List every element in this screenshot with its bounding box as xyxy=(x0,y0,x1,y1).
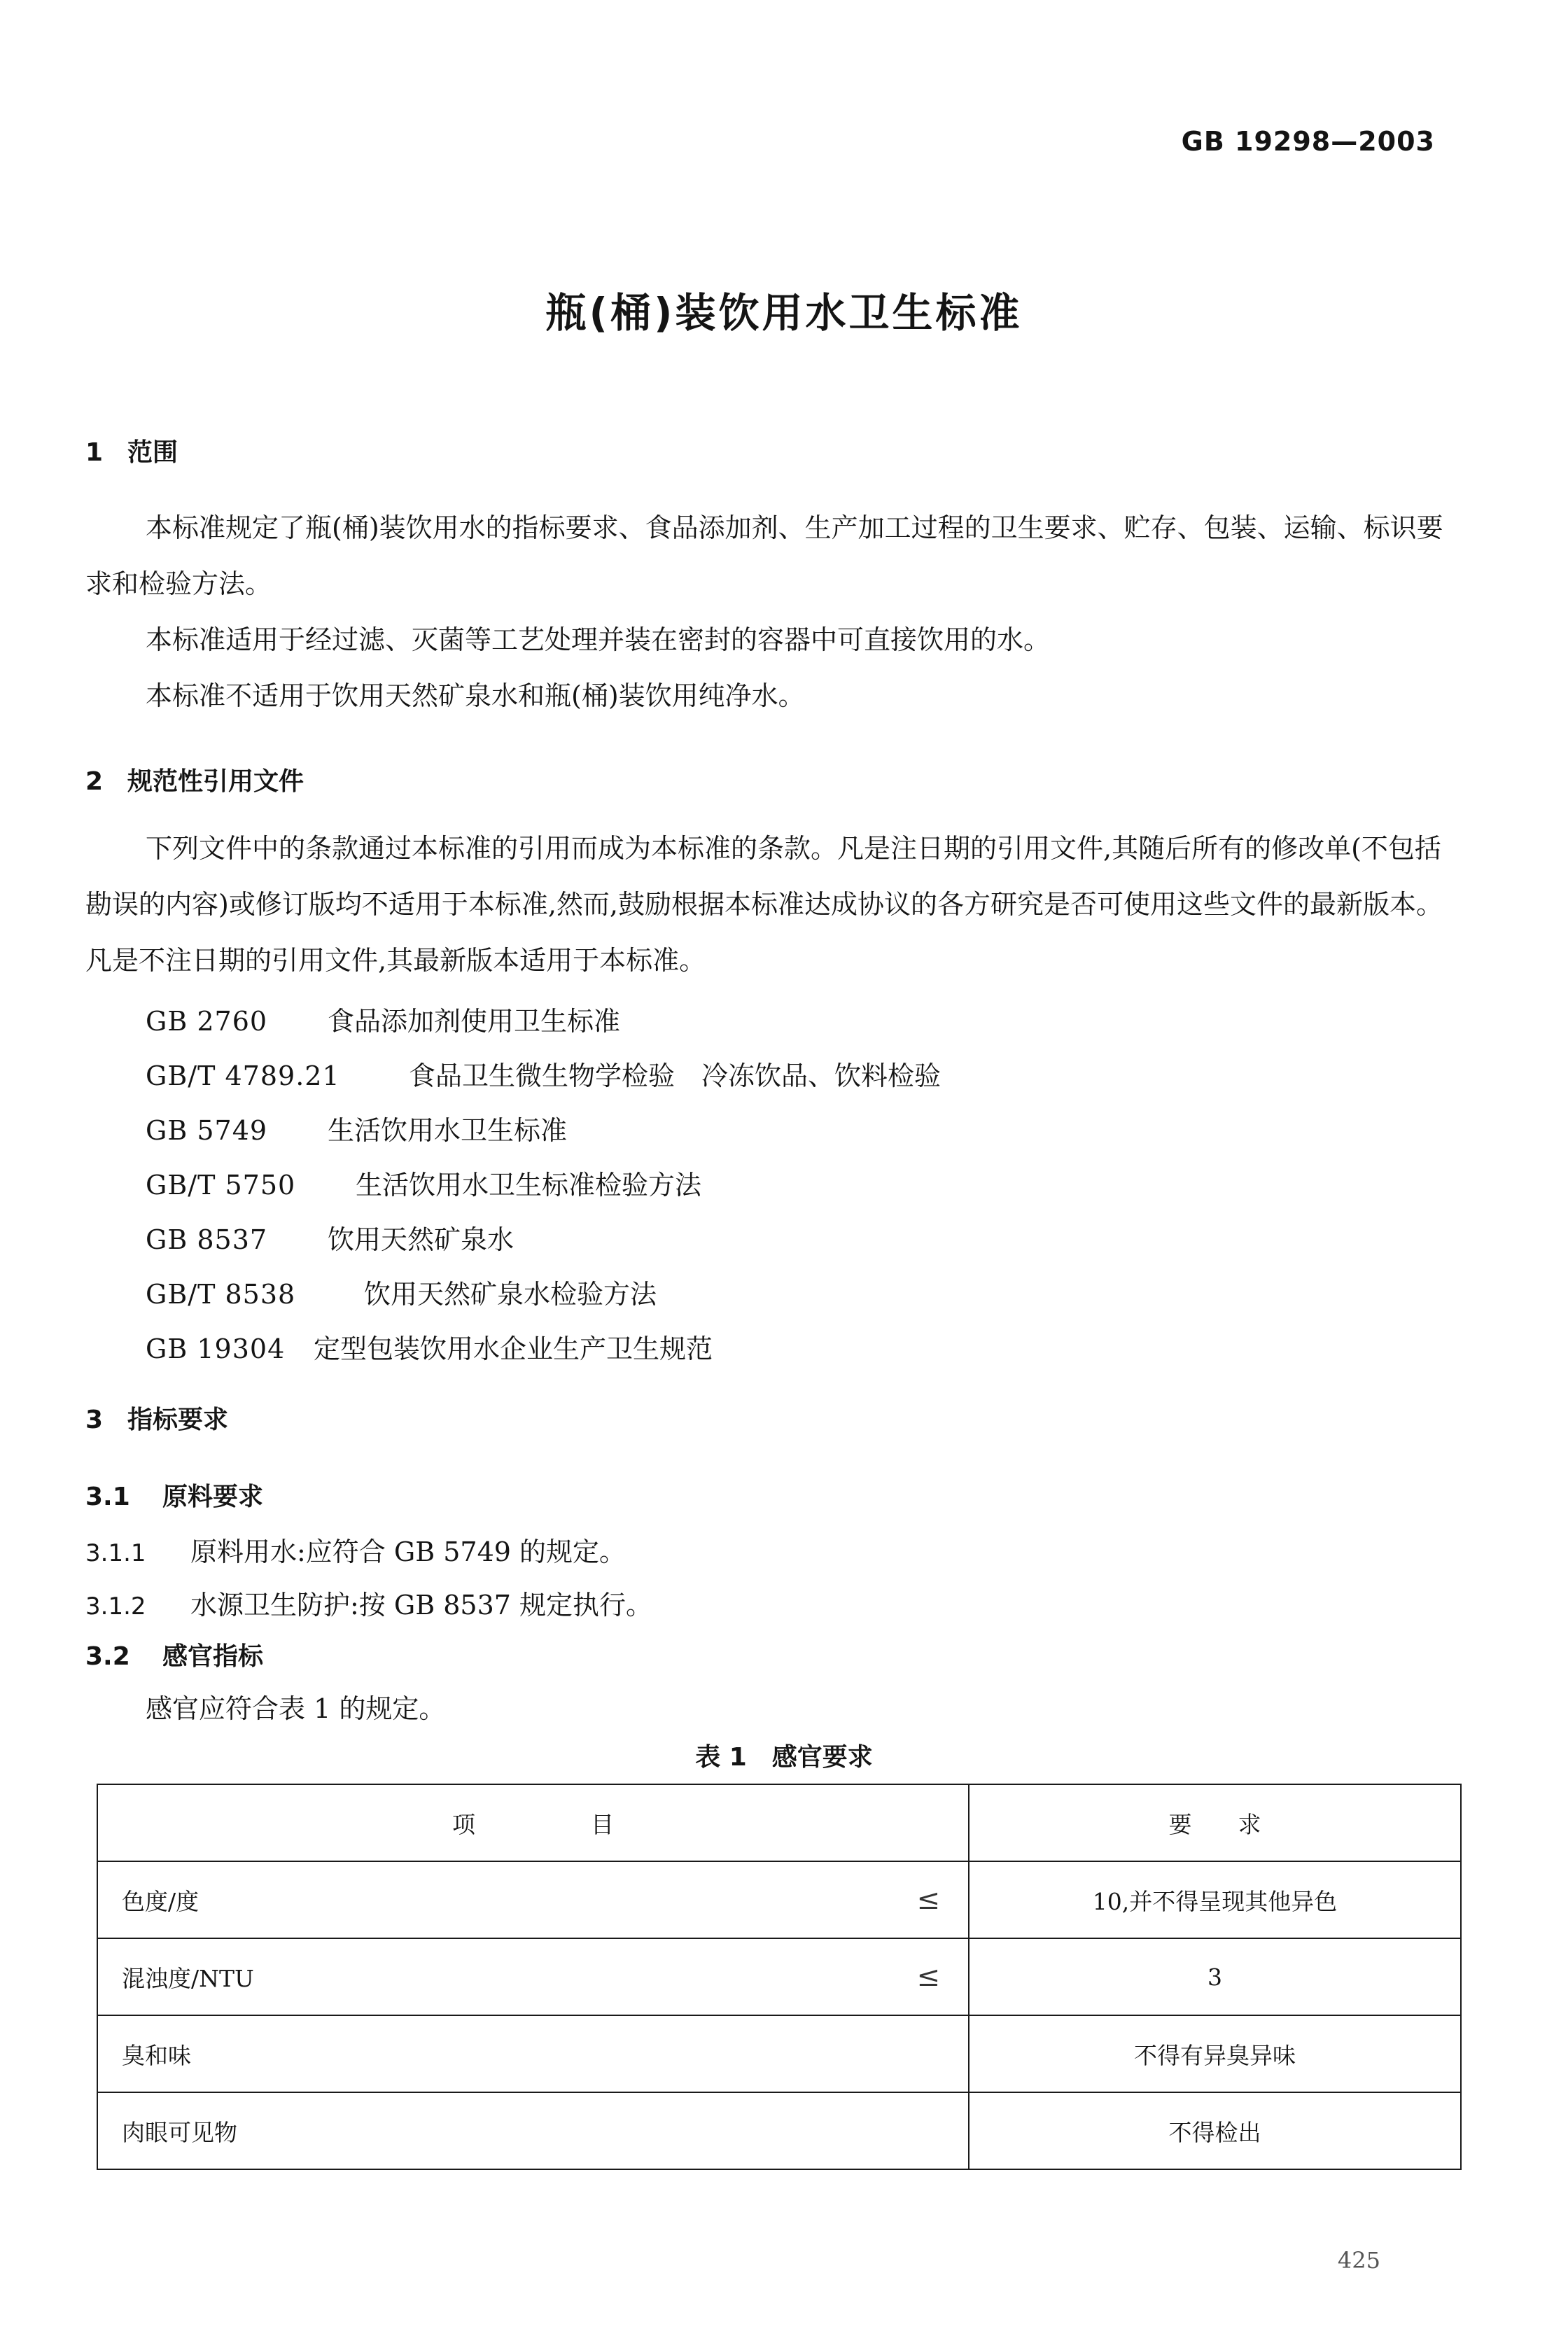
item-cell xyxy=(97,1861,969,1938)
clause-number: 3.1.2 xyxy=(85,1592,146,1620)
requirement-cell: 不得检出 xyxy=(969,2092,1461,2169)
reference-code: GB 8537 xyxy=(146,1224,268,1255)
section-3-2-text: 感官应符合表 1 的规定。 xyxy=(146,1693,446,1724)
reference-item xyxy=(146,1218,514,1256)
section-3-1-heading xyxy=(85,1477,263,1513)
sensory-requirements-table xyxy=(97,1784,1462,2170)
item-cell xyxy=(97,2015,969,2092)
table-row xyxy=(97,1938,1461,2015)
reference-item xyxy=(146,1000,620,1038)
section-number: 3 xyxy=(85,1406,104,1434)
column-header-requirement: 要 求 xyxy=(969,1784,1461,1861)
reference-item xyxy=(146,1054,941,1093)
table-row xyxy=(97,2015,1461,2092)
clause-3-1-2 xyxy=(85,1583,652,1622)
item-label: 色度/度 xyxy=(122,1887,200,1915)
reference-title: 生活饮用水卫生标准检验方法 xyxy=(356,1170,702,1200)
section-3-2-heading xyxy=(85,1637,263,1672)
reference-code: GB 19304 xyxy=(146,1334,286,1364)
section-3-heading xyxy=(85,1400,228,1436)
section-title: 规范性引用文件 xyxy=(127,767,304,796)
reference-item xyxy=(146,1163,701,1202)
section-2-intro: 下列文件中的条款通过本标准的引用而成为本标准的条款。凡是注日期的引用文件,其随后所有的修改单(不包括勘误的内容)或修订版均不适用于本标准,然而,鼓励根据本标准达成协议的各方研究是否可使用这些文件的最新版本。凡是不注日期的引用文件,其最新版本适用于本标准。 xyxy=(85,833,1443,976)
clause-3-1-1 xyxy=(85,1530,626,1569)
reference-title: 食品添加剂使用卫生标准 xyxy=(328,1006,621,1037)
item-label: 臭和味 xyxy=(122,2041,191,2069)
requirement-cell: 不得有异臭异味 xyxy=(969,2015,1461,2092)
item-cell xyxy=(97,1938,969,2015)
table-body xyxy=(97,1861,1461,2169)
reference-item xyxy=(146,1327,713,1366)
comparison-operator: ≤ xyxy=(916,1961,940,1993)
table-header-row xyxy=(97,1784,1461,1861)
section-title: 原料要求 xyxy=(162,1483,264,1511)
section-title: 指标要求 xyxy=(127,1406,229,1434)
section-number: 3.2 xyxy=(85,1642,130,1671)
section-title: 感官指标 xyxy=(162,1642,264,1671)
column-header-item: 项 目 xyxy=(97,1784,969,1861)
clause-text: 水源卫生防护:按 GB 8537 规定执行。 xyxy=(190,1590,653,1620)
comparison-operator: ≤ xyxy=(916,1884,940,1916)
standard-code: GB 19298—2003 xyxy=(1181,126,1435,157)
reference-code: GB 2760 xyxy=(146,1006,268,1037)
reference-code: GB/T 4789.21 xyxy=(146,1060,340,1091)
clause-number: 3.1.1 xyxy=(85,1539,146,1567)
reference-title: 生活饮用水卫生标准 xyxy=(328,1115,568,1146)
reference-title: 饮用天然矿泉水检验方法 xyxy=(364,1279,657,1310)
section-number: 1 xyxy=(85,438,104,467)
section-number: 3.1 xyxy=(85,1483,130,1511)
section-2-heading xyxy=(85,762,304,797)
requirement-cell: 3 xyxy=(969,1938,1461,2015)
reference-title: 定型包装饮用水企业生产卫生规范 xyxy=(314,1334,713,1364)
section-1-paragraph-3: 本标准不适用于饮用天然矿泉水和瓶(桶)装饮用纯净水。 xyxy=(146,680,805,711)
reference-title: 食品卫生微生物学检验 冷冻饮品、饮料检验 xyxy=(409,1060,941,1091)
item-label: 混浊度/NTU xyxy=(122,1964,254,1992)
table-row xyxy=(97,1861,1461,1938)
table-1-caption: 表 1 感官要求 xyxy=(695,1743,873,1772)
section-1-paragraph-2: 本标准适用于经过滤、灭菌等工艺处理并装在密封的容器中可直接饮用的水。 xyxy=(146,624,1051,655)
item-label: 肉眼可见物 xyxy=(122,2118,237,2146)
clause-text: 原料用水:应符合 GB 5749 的规定。 xyxy=(190,1536,626,1567)
section-1-heading xyxy=(85,433,178,468)
reference-item xyxy=(146,1273,657,1311)
table-row xyxy=(97,2092,1461,2169)
reference-code: GB/T 8538 xyxy=(146,1279,296,1310)
document-title: 瓶(桶)装饮用水卫生标准 xyxy=(545,289,1023,337)
item-cell xyxy=(97,2092,969,2169)
section-title: 范围 xyxy=(127,438,178,467)
section-1-paragraph-1: 本标准规定了瓶(桶)装饮用水的指标要求、食品添加剂、生产加工过程的卫生要求、贮存、包装、运输、标识要求和检验方法。 xyxy=(85,512,1443,599)
reference-code: GB/T 5750 xyxy=(146,1170,296,1200)
reference-item xyxy=(146,1109,567,1147)
reference-code: GB 5749 xyxy=(146,1115,268,1146)
section-number: 2 xyxy=(85,767,104,796)
reference-title: 饮用天然矿泉水 xyxy=(328,1224,514,1255)
requirement-cell: 10,并不得呈现其他异色 xyxy=(969,1861,1461,1938)
page-number: 425 xyxy=(1337,2247,1380,2274)
